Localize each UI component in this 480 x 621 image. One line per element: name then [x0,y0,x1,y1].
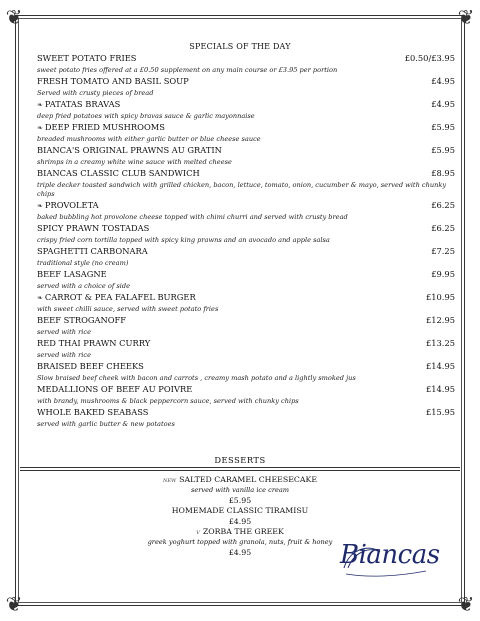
menu-item-price: £9.95 [431,269,455,279]
menu-item [37,145,455,167]
logo-wordmark: Biancas [340,540,440,570]
menu-item-name: ❧ PATATAS BRAVAS [37,99,121,109]
menu-item [37,122,455,144]
menu-item-name: ❧ CARROT & PEA FALAFEL BURGER [37,292,196,302]
menu-item [37,384,455,406]
menu-item-description: served with rice [37,328,91,336]
menu-item-price: £10.95 [425,292,455,302]
menu-item [37,168,455,199]
menu-item-price: £7.25 [431,246,455,256]
menu-item-name: ❧ DEEP FRIED MUSHROOMS [37,122,165,132]
menu-item-name: SPICY PRAWN TOSTADAS [37,223,150,233]
menu-item-name: MEDALLIONS OF BEEF AU POIVRE [37,384,193,394]
menu-item-price: £4.95 [431,99,455,109]
menu-item [37,407,455,429]
menu-item-description: served with garlic butter & new potatoes [37,420,175,428]
menu-item-description: crispy fried corn tortilla topped with spicy king prawns and an avocado and apple salsa [37,236,330,244]
menu-item-name: BIANCAS CLASSIC CLUB SANDWICH [37,168,200,178]
menu-item-price: £14.95 [425,361,455,371]
menu-item [37,292,455,314]
menu-item [37,315,455,337]
menu-item [37,338,455,360]
menu-item-description: with sweet chilli sauce, served with sweet potato fries [37,305,219,313]
menu-item [37,246,455,268]
vegetarian-leaf-icon: ❧ [37,124,43,132]
menu-item [37,76,455,98]
dessert-description: greek yoghurt topped with granola, nuts, fruit & honey [147,538,333,546]
dessert-name: NEW SALTED CARAMEL CHEESECAKE [162,475,318,484]
menu-item-name: SPAGHETTI CARBONARA [37,246,148,256]
menu-item-price: £0.50/£3.95 [404,53,455,63]
menu-item-description: sweet potato fries offered at a £0.50 supplement on any main course or £3.95 per portion [37,66,338,74]
menu-item [37,361,455,383]
menu-item-description: breaded mushrooms with either garlic butter or blue cheese sauce [37,135,261,143]
menu-item-description: served with rice [37,351,91,359]
dessert-name: V ZORBA THE GREEK [196,527,284,536]
menu-item-price: £12.95 [425,315,455,325]
menu-item-price: £5.95 [431,145,455,155]
page-title: SPECIALS OF THE DAY [189,42,291,51]
menu-item [37,99,455,121]
menu-item-name: WHOLE BAKED SEABASS [37,407,149,417]
ornament-icon: ❦ [457,592,475,616]
dessert-name: HOMEMADE CLASSIC TIRAMISU [171,506,309,515]
dessert-price: £4.95 [228,517,252,526]
menu-item-description: traditional style (no cream) [37,259,129,267]
vegetarian-leaf-icon: ❧ [37,294,43,302]
menu-item-price: £8.95 [431,168,455,178]
menu-item-description: Served with crusty pieces of bread [37,89,154,97]
menu-item-name: BRAISED BEEF CHEEKS [37,361,144,371]
menu-item-name: BEEF LASAGNE [37,269,107,279]
menu-item-price: £4.95 [431,76,455,86]
menu-item-description: shrimps in a creamy white wine sauce with melted cheese [37,158,232,166]
dessert-description: served with vanilla ice cream [190,486,290,494]
ornament-icon: ❦ [457,5,475,29]
ornament-icon: ❦ [5,5,23,29]
menu-item-description: baked bubbling hot provolone cheese topped with chimi churri and served with crusty bread [37,213,348,221]
divider [20,470,460,471]
menu-item-description: Slow braised beef cheek with bacon and carrots , creamy mash potato and a lightly smoked jus [37,374,356,382]
menu-item-price: £5.95 [431,122,455,132]
menu-item [37,53,455,75]
new-badge-icon: NEW [162,478,177,484]
menu-item-price: £6.25 [431,223,455,233]
dessert-price: £5.95 [228,496,252,505]
menu-item [37,269,455,291]
menu-item-price: £14.95 [425,384,455,394]
menu-item-description: served with a choice of side [37,282,130,290]
specials-list [37,53,455,430]
menu-item-price: £15.95 [425,407,455,417]
ornament-icon: ❦ [5,592,23,616]
divider [20,467,460,468]
dessert-price: £4.95 [228,548,252,557]
menu-item [37,200,455,222]
menu-item-name: RED THAI PRAWN CURRY [37,338,151,348]
menu-item-description: triple decker toasted sandwich with grilled chicken, bacon, lettuce, tomato, onion, cucumber & mayo, served with chunky chips [37,181,447,198]
menu-item [37,223,455,245]
menu-item-name: FRESH TOMATO AND BASIL SOUP [37,76,189,86]
desserts-heading: DESSERTS [214,455,266,465]
menu-item-price: £6.25 [431,200,455,210]
menu-item-description: deep fried potatoes with spicy bravas sauce & garlic mayonnaise [37,112,255,120]
menu-item-name: ❧ PROVOLETA [37,200,99,210]
menu-item-description: with brandy, mushrooms & black peppercorn sauce, served with chunky chips [37,397,299,405]
menu-item-name: SWEET POTATO FRIES [37,53,137,63]
vegetarian-leaf-icon: ❧ [37,101,43,109]
menu-item-name: BIANCA'S ORIGINAL PRAWNS AU GRATIN [37,145,222,155]
menu-item-name: BEEF STROGANOFF [37,315,127,325]
vegetarian-leaf-icon: ❧ [37,202,43,210]
menu-item-price: £13.25 [425,338,455,348]
restaurant-logo [340,538,440,580]
vegetarian-leaf-icon: V [196,530,200,536]
